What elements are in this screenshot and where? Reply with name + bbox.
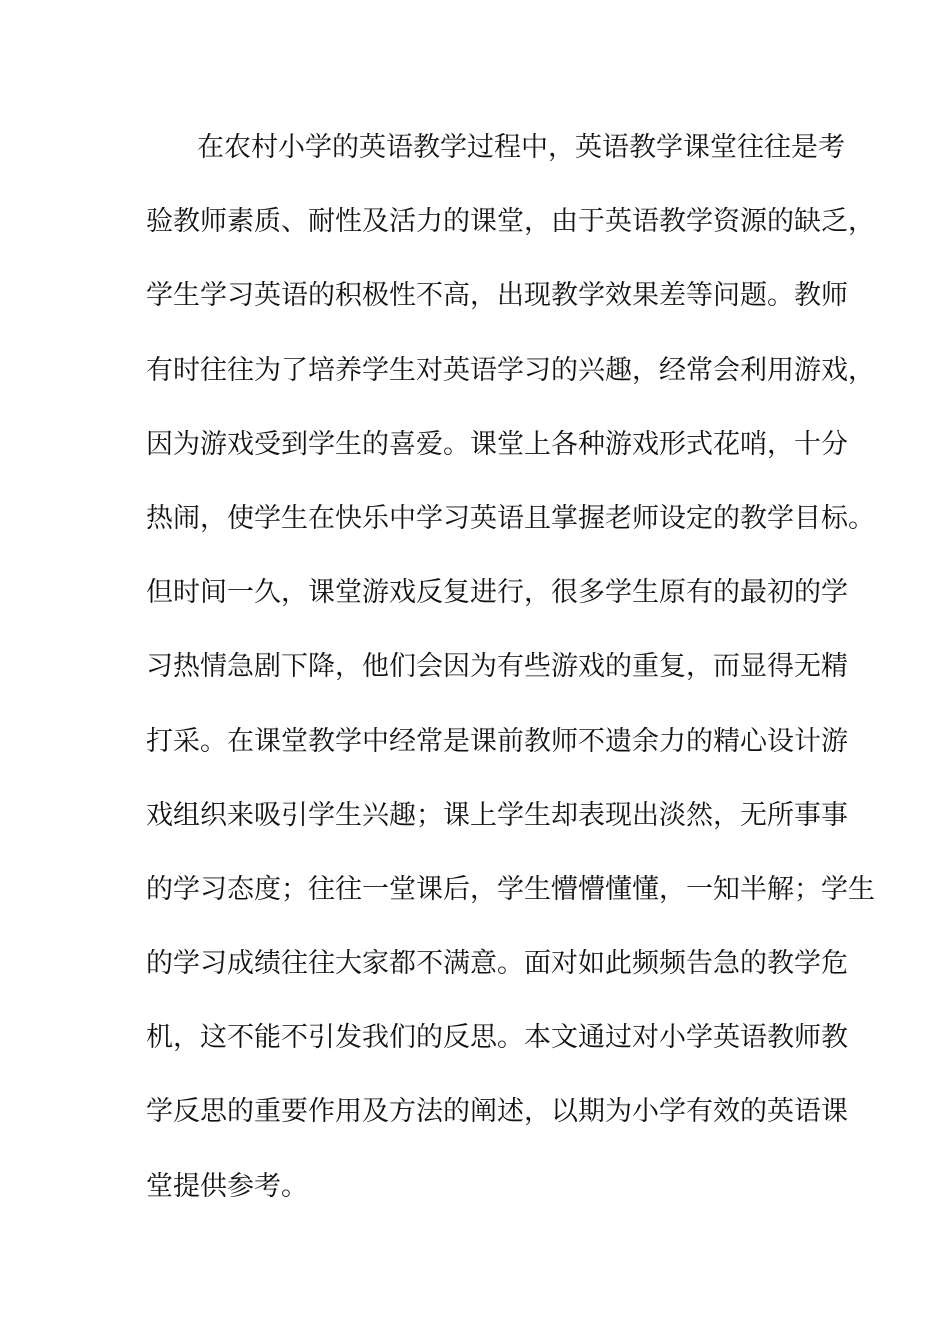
- text-line: 习热情急剧下降，他们会因为有些游戏的重复，而显得无精: [146, 651, 848, 683]
- body-paragraph: [146, 128, 875, 1241]
- text-line: 学生学习英语的积极性不高，出现教学效果差等问题。教师: [146, 280, 848, 312]
- text-line: 堂提供参考。: [146, 1170, 308, 1202]
- text-line: 但时间一久，课堂游戏反复进行，很多学生原有的最初的学: [146, 577, 848, 609]
- text-line: 因为游戏受到学生的喜爱。课堂上各种游戏形式花哨，十分: [146, 428, 848, 460]
- text-line: 热闹，使学生在快乐中学习英语且掌握老师设定的教学目标。: [146, 502, 875, 534]
- text-line: 的学习态度；往往一堂课后，学生懵懵懂懂，一知半解；学生: [146, 873, 875, 905]
- text-line: 学反思的重要作用及方法的阐述，以期为小学有效的英语课: [146, 1096, 848, 1128]
- text-line: 打采。在课堂教学中经常是课前教师不遗余力的精心设计游: [146, 725, 848, 757]
- text-line: 的学习成绩往往大家都不满意。面对如此频频告急的教学危: [146, 948, 848, 980]
- text-line: 机，这不能不引发我们的反思。本文通过对小学英语教师教: [146, 1022, 848, 1054]
- text-line: 有时往往为了培养学生对英语学习的兴趣，经常会利用游戏，: [146, 354, 875, 386]
- text-line: 验教师素质、耐性及活力的课堂，由于英语教学资源的缺乏，: [146, 206, 875, 238]
- text-line: 在农村小学的英语教学过程中，英语教学课堂往往是考: [197, 132, 845, 163]
- text-line: 戏组织来吸引学生兴趣；课上学生却表现出淡然，无所事事: [146, 799, 848, 831]
